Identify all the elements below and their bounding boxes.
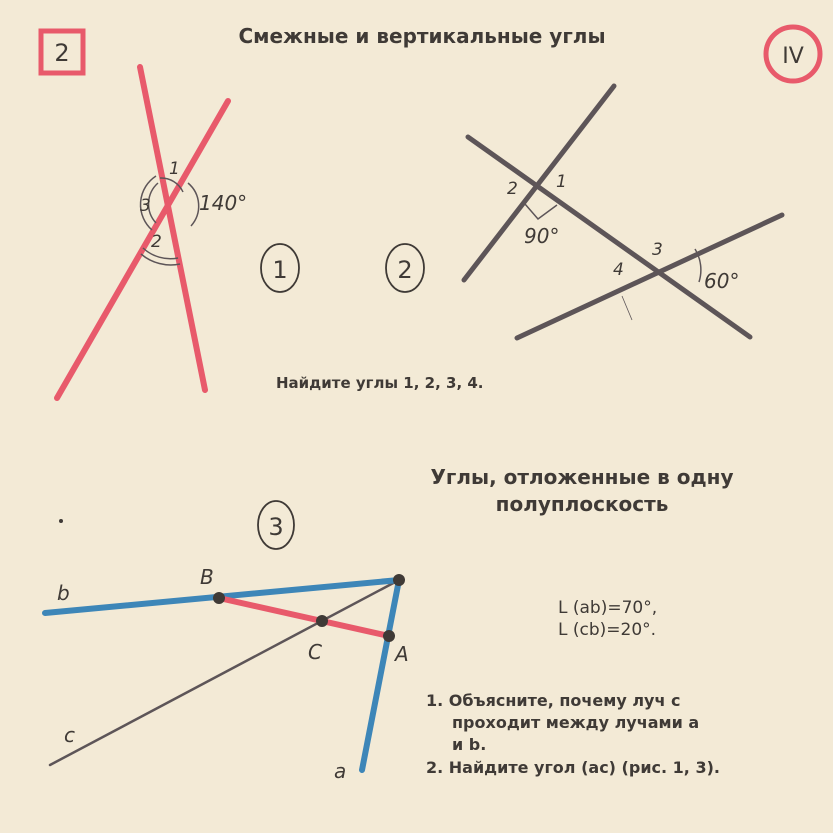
fig1-angle-3: 3 [140,196,151,216]
fig2-angle-3: 3 [652,240,663,260]
fig1-angle-2: 2 [151,232,162,252]
fig1-line-2 [57,101,228,398]
fig2-angle-2: 2 [507,179,518,199]
figure-3 [45,501,409,783]
fig2-angle-4: 4 [613,260,624,280]
fig1-arc-140 [188,183,199,226]
figure-3-badge [258,501,294,549]
section-title-line1: Углы, отложенные в одну [430,465,734,489]
label-ray-b: b [57,581,70,605]
fig2-angle-1: 1 [556,172,567,192]
ray-a [362,580,399,770]
given-ab: L (ab)=70°, [558,598,658,618]
point-C [316,615,328,627]
point-B [213,592,225,604]
figure-2 [386,86,782,338]
point-A [383,630,395,642]
task-find-angles: Найдите углы 1, 2, 3, 4. [276,374,484,392]
svg-text:1: 1 [272,256,288,284]
label-ray-a: a [334,759,347,783]
fig1-angle-value: 140° [199,191,248,215]
figure-1-badge [261,244,299,292]
fig2-line-long [468,137,750,337]
label-point-B: B [200,565,214,589]
card-number-box [41,31,83,73]
fig2-angle-value: 60° [704,269,740,293]
svg-text:3: 3 [268,513,284,541]
question-1-line2: проходит между лучами a [452,713,700,732]
roman-numeral: IV [782,44,804,69]
card-title: Смежные и вертикальные углы [238,24,606,48]
fig1-angle-1: 1 [169,159,180,179]
svg-text:2: 2 [397,256,413,284]
stray-dot [59,519,63,523]
label-ray-c: c [64,723,75,747]
card-number: 2 [54,39,70,67]
fig2-line-upper [464,86,614,280]
label-point-A: A [395,642,409,666]
label-point-C: C [308,640,322,664]
fig2-right-angle-mark [525,204,557,219]
question-2: 2. Найдите угол (ac) (рис. 1, 3). [426,758,720,777]
figure-2-badge [386,244,424,292]
question-1-line3: и b. [452,735,487,754]
section-title-line2: полуплоскость [495,492,669,516]
question-1-line1: 1. Объясните, почему луч c [426,691,681,710]
roman-badge [766,27,820,81]
figure-1 [57,67,299,398]
given-cb: L (cb)=20°. [558,620,657,640]
vertex-point [393,574,405,586]
fig2-right-angle-value: 90° [524,224,560,248]
